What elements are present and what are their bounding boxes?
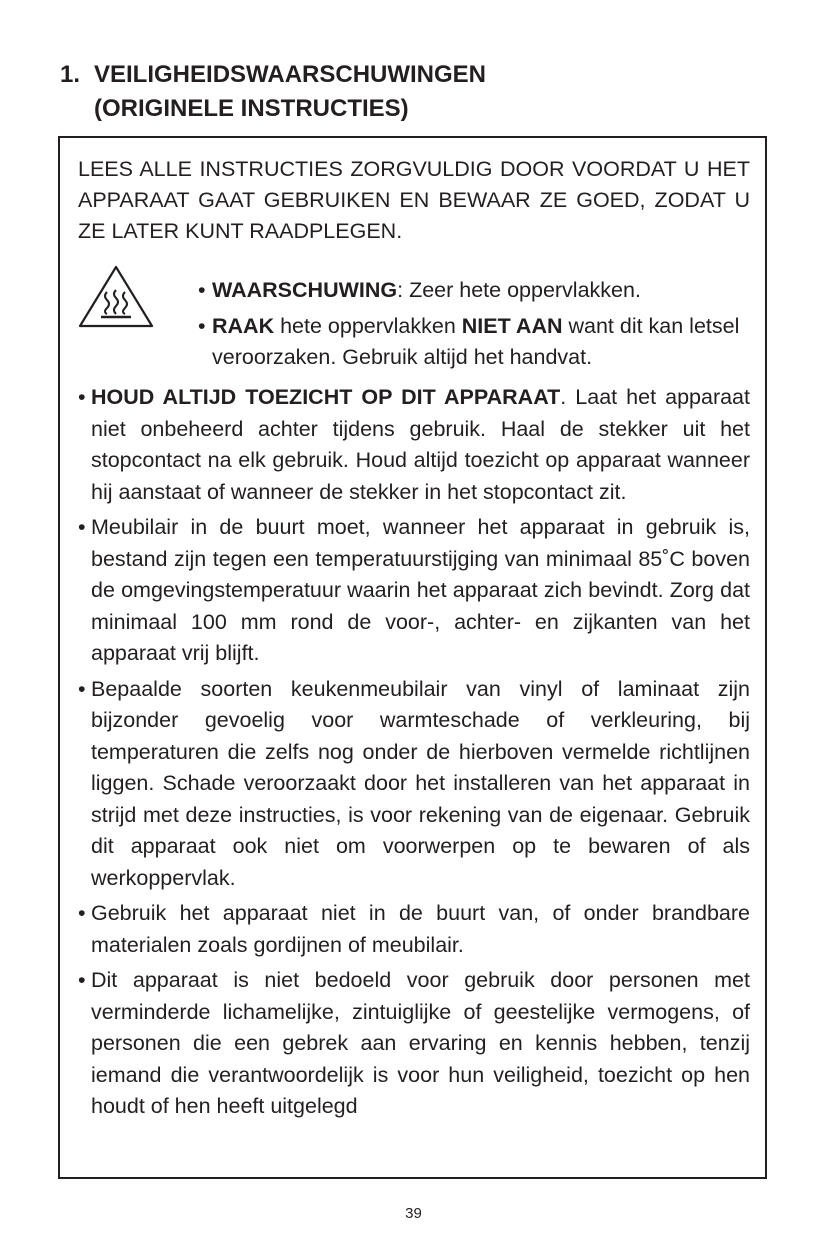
bullet: • bbox=[78, 515, 86, 539]
bullet: • bbox=[78, 676, 86, 701]
bullet: • bbox=[78, 901, 86, 925]
warning-text: hete oppervlakken bbox=[274, 314, 462, 338]
warning-box bbox=[58, 136, 767, 1179]
item-text: Gebruik het apparaat niet in de buurt van, of onder brandbare materialen zoals gordijnen of meubilair. bbox=[91, 901, 750, 957]
item-text: . Laat het apparaat niet onbeheerd achter tijdens gebruik. Haal de stekker uit het stopcontact na elk gebruik. Houd altijd toezicht op apparaat wanneer hij aanstaat of wanneer de stekker in het stopcontact zit. bbox=[91, 385, 750, 504]
section-heading bbox=[60, 58, 760, 126]
warning-label: RAAK bbox=[212, 314, 275, 338]
list-item bbox=[78, 512, 750, 670]
hot-surface-warnings bbox=[198, 275, 751, 378]
list-item bbox=[78, 382, 750, 508]
warning-text: want dit kan letsel veroorzaken. Gebruik altijd het handvat. bbox=[212, 314, 740, 369]
item-emphasis: HOUD ALTIJD TOEZICHT OP DIT APPARAAT bbox=[91, 385, 561, 409]
section-subtitle: (ORIGINELE INSTRUCTIES) bbox=[94, 95, 409, 122]
bullet: • bbox=[78, 968, 86, 992]
page-number: 39 bbox=[405, 1205, 422, 1222]
warning-emphasis: NIET AAN bbox=[461, 314, 563, 338]
list-item bbox=[78, 965, 750, 1123]
section-number: 1. bbox=[60, 61, 81, 88]
intro-text: LEES ALLE INSTRUCTIES ZORGVULDIG DOOR VOORDAT U HET APPARAAT GAAT GEBRUIKEN EN BEWAAR ZE GOED, ZODAT U ZE LATER KUNT RAADPLEGEN. bbox=[78, 157, 750, 243]
bullet: • bbox=[198, 314, 206, 338]
warning-item bbox=[198, 275, 751, 306]
bullet: • bbox=[78, 385, 86, 409]
heading-line-1 bbox=[60, 58, 760, 92]
safety-instructions-list bbox=[78, 382, 750, 1127]
hot-surface-warning-icon bbox=[77, 264, 155, 330]
list-item bbox=[78, 898, 750, 961]
warning-item bbox=[198, 311, 751, 373]
item-text: Dit apparaat is niet bedoeld voor gebruik door personen met verminderde lichamelijke, zintuiglijke of geestelijke vermogens, of personen die een gebrek aan ervaring en kennis hebben, tenzij iemand die verantwoordelijk is voor hun veiligheid, toezicht op hen houdt of hen heeft uitgelegd bbox=[91, 968, 750, 1118]
warning-text: : Zeer hete oppervlakken. bbox=[397, 278, 641, 302]
bullet: • bbox=[198, 278, 206, 302]
list-item bbox=[78, 674, 750, 895]
item-text: Bepaalde soorten keukenmeubilair van vinyl of laminaat zijn bijzonder gevoelig voor warmteschade of verkleuring, bij temperaturen die zelfs nog onder de hierboven vermelde richtlijnen liggen. Schade veroorzaakt door het installeren van het apparaat in strijd met deze instructies, is voor rekening van de eigenaar. Gebruik dit apparaat ook niet om voorwerpen op te bewaren of als werkoppervlak. bbox=[91, 676, 750, 890]
item-text: Meubilair in de buurt moet, wanneer het apparaat in gebruik is, bestand zijn tegen een temperatuurstijging van minimaal 85˚C boven de omgevingstemperatuur waarin het apparaat zich bevindt. Zorg dat minimaal 100 mm rond de voor-, achter- en zijkanten van het apparaat vrij blijft. bbox=[91, 515, 750, 665]
section-title: VEILIGHEIDSWAARSCHUWINGEN bbox=[94, 61, 487, 88]
warning-label: WAARSCHUWING bbox=[212, 278, 398, 302]
